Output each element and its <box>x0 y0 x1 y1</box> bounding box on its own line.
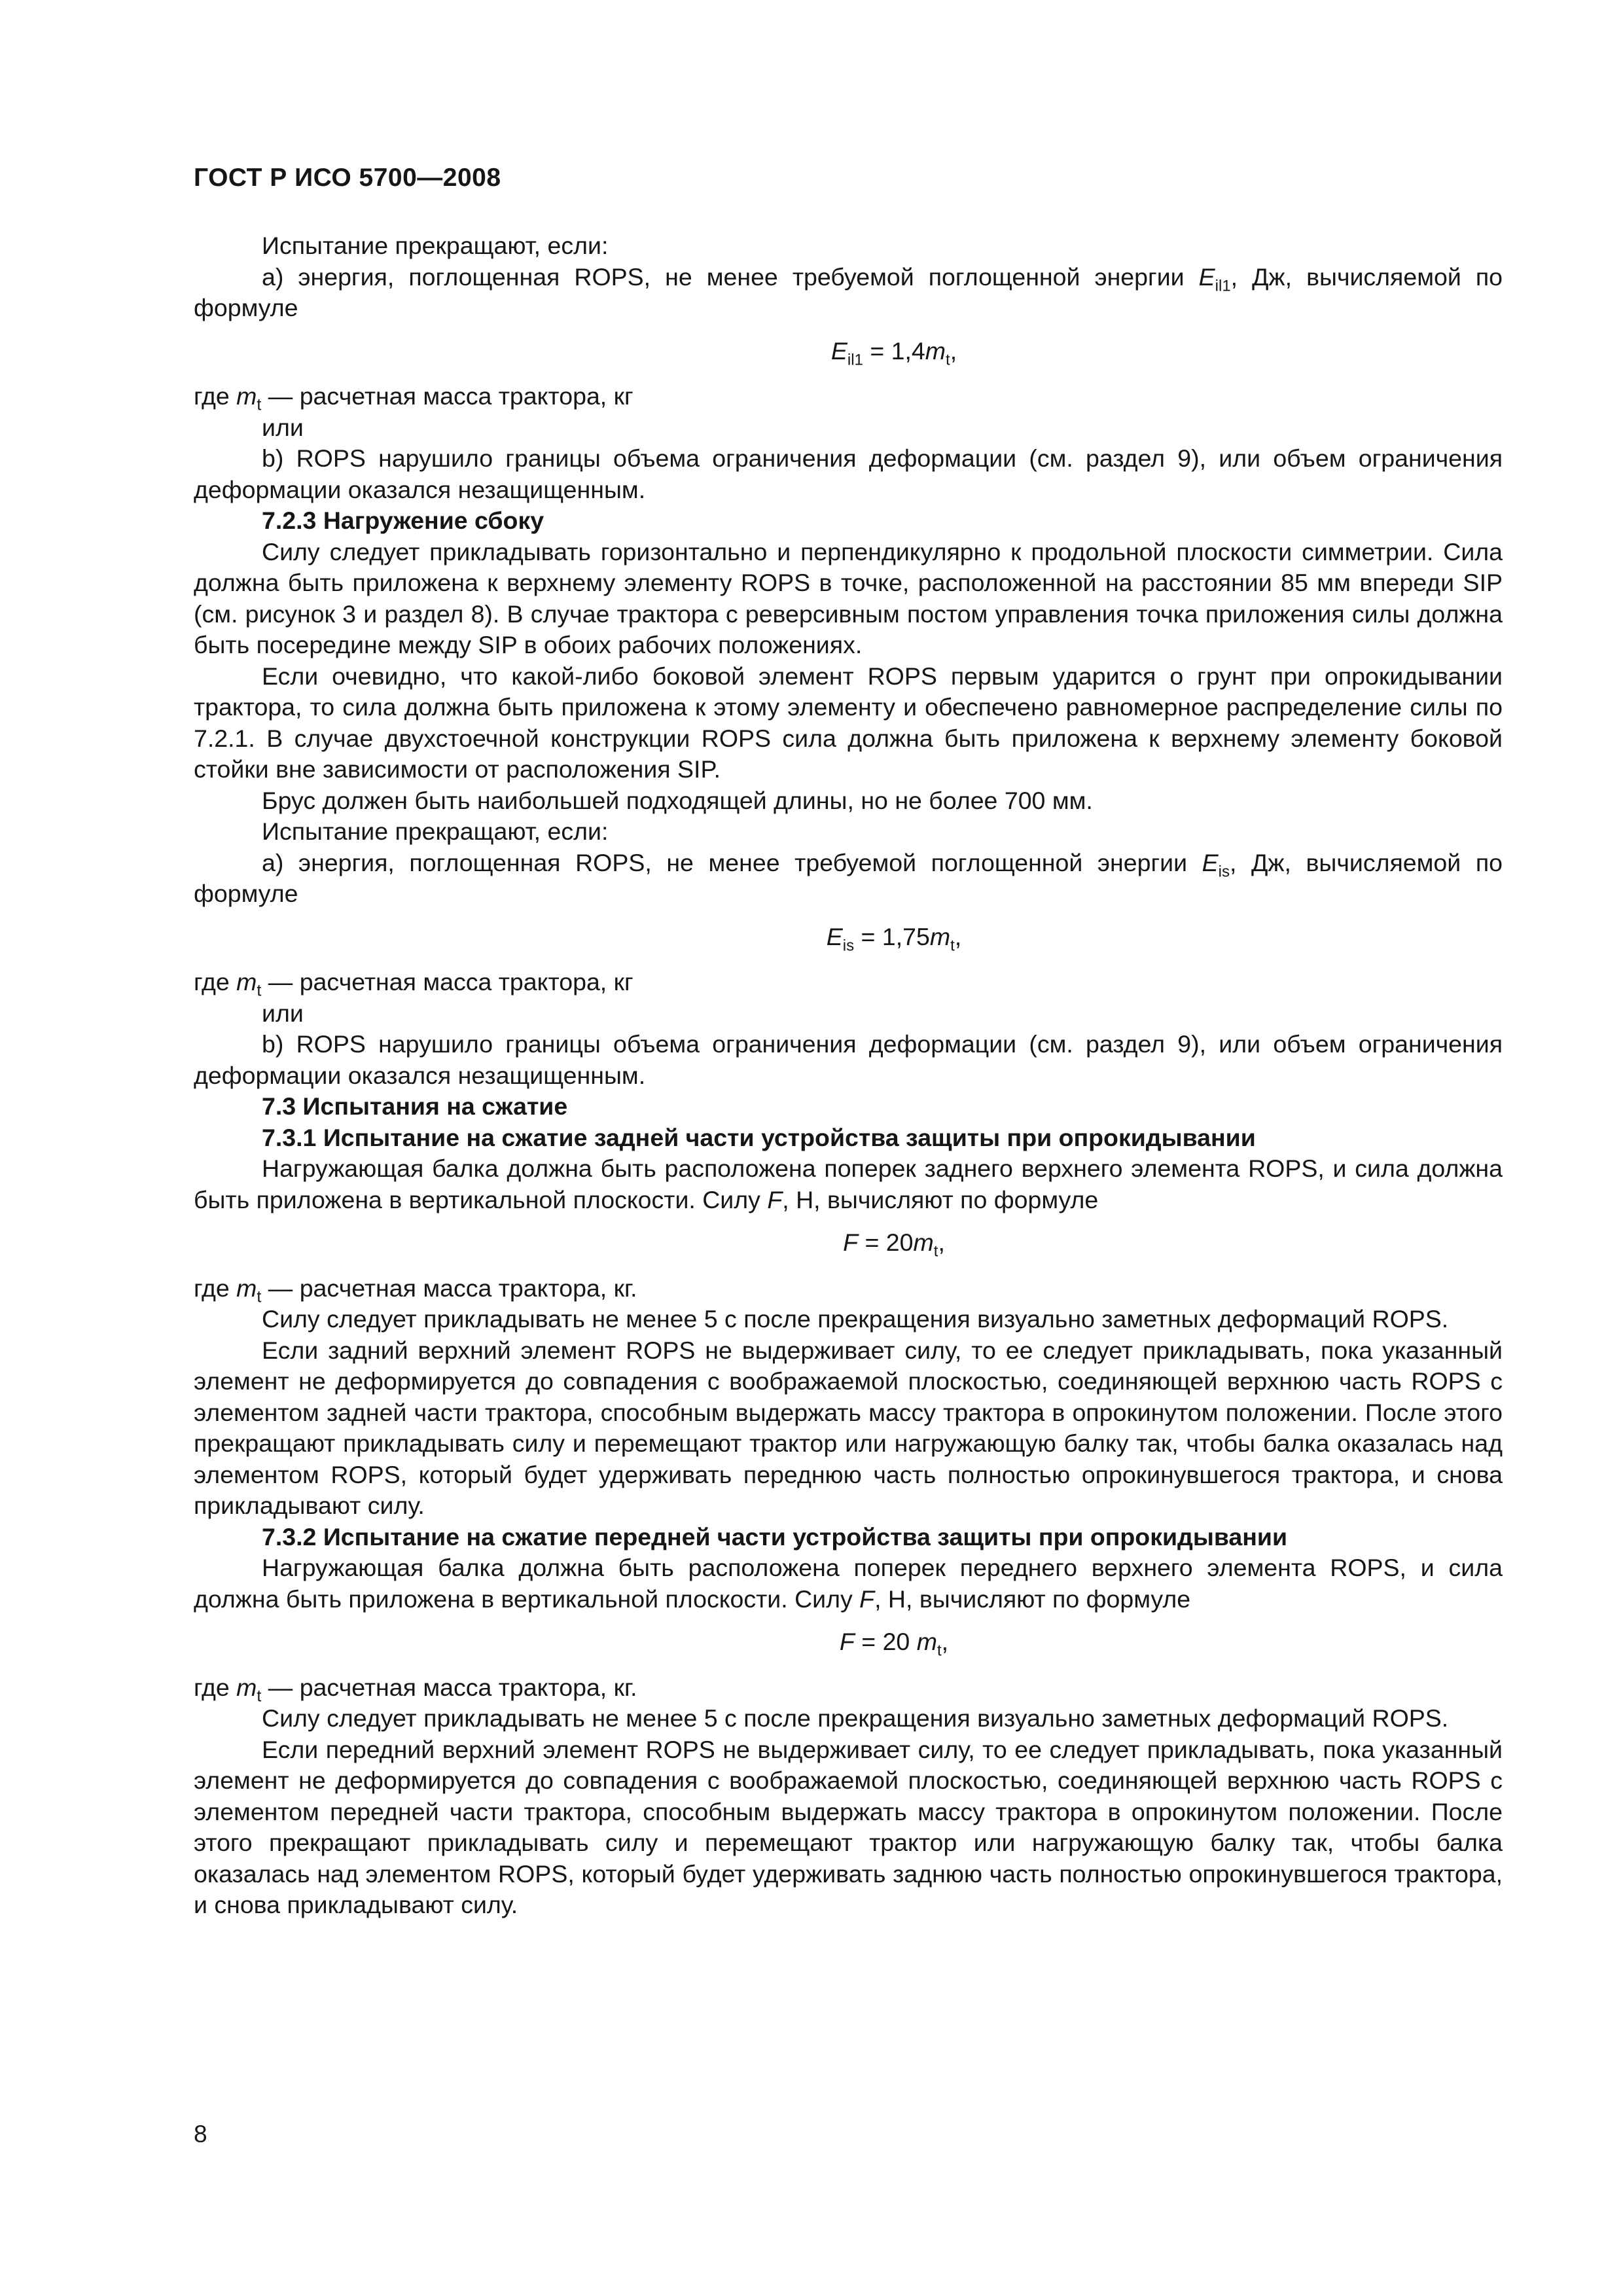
word-or-2: или <box>262 999 304 1027</box>
paragraph-side-load-2: Если очевидно, что какой-либо боковой элемент ROPS первым ударится о грунт при опрокидывании трактора, то сила должна быть приложена к этому элементу и обеспечено равномерное распределение силы по 7.2.1. В случае двухстоечной конструкции ROPS сила должна быть приложена к верхнему элементу боковой стойки вне зависимости от расположения SIP. <box>194 662 1503 783</box>
formula-force-rear: $F = 20m_t$, <box>843 1229 945 1261</box>
formula-where-2: где $m_t$ — расчетная масса трактора, кг <box>194 968 633 1000</box>
paragraph-stop-condition-2: Испытание прекращают, если: <box>262 817 609 845</box>
paragraph-front-deform: Если передний верхний элемент ROPS не выдерживает силу, то ее следует прикладывать, пока указанный элемент не деформируется до совпадения с воображаемой плоскостью, соединяющей верхнюю часть ROPS с элементом передней части трактора, способным выдержать массу трактора в опрокинутом положении. После этого прекращают прикладывать силу и перемещают трактор или нагружающую балку так, чтобы балка оказалась над элементом ROPS, который будет удерживать заднюю часть полностью опрокинувшегося трактора, и снова прикладывают силу. <box>194 1735 1503 1918</box>
paragraph-front-beam: Нагружающая балка должна быть расположена поперек переднего верхнего элемента ROPS, и сила должна быть приложена в вертикальной плоскости. Силу F, Н, вычисляют по формуле <box>194 1554 1503 1613</box>
paragraph-rear-beam: Нагружающая балка должна быть расположена поперек заднего верхнего элемента ROPS, и сила должна быть приложена в вертикальной плоскости. Силу F, Н, вычисляют по формуле <box>194 1155 1503 1213</box>
formula-where-1: где $m_t$ — расчетная масса трактора, кг <box>194 382 633 414</box>
paragraph-front-time: Силу следует прикладывать не менее 5 с после прекращения визуально заметных деформаций ROPS. <box>262 1704 1449 1732</box>
section-heading-7-3: 7.3 Испытания на сжатие <box>262 1092 568 1120</box>
formula-energy-is: $E_{is} = 1,75m_t$, <box>826 922 962 954</box>
section-heading-7-3-2: 7.3.2 Испытание на сжатие передней части устройства защиты при опрокидывании <box>262 1522 1288 1551</box>
word-or-1: или <box>262 413 304 441</box>
formula-energy-il1: $E_{il1} = 1,4m_t$, <box>830 336 957 368</box>
paragraph-condition-b-1: b) ROPS нарушило границы объема ограничения деформации (см. раздел 9), или объем ограничения деформации оказался незащищенным. <box>194 444 1503 503</box>
formula-force-front: F = 20 $m_t$, <box>839 1628 949 1660</box>
paragraph-condition-b-2: b) ROPS нарушило границы объема ограничения деформации (см. раздел 9), или объем ограничения деформации оказался незащищенным. <box>194 1030 1503 1089</box>
paragraph-stop-condition: Испытание прекращают, если: <box>262 232 609 259</box>
page-content <box>194 230 1503 1921</box>
paragraph-beam-length: Брус должен быть наибольшей подходящей длины, но не более 700 мм. <box>262 786 1093 814</box>
paragraph-side-load-1: Силу следует прикладывать горизонтально и перпендикулярно к продольной плоскости симметрии. Сила должна быть приложена к верхнему элементу ROPS в точке, расположенной на расстоянии 85 мм впереди SIP (см. рисунок 3 и раздел 8). В случае трактора с реверсивным постом управления точка приложения силы должна быть посередине между SIP в обоих рабочих положениях. <box>194 537 1503 658</box>
formula-where-4: где $m_t$ — расчетная масса трактора, кг. <box>194 1673 637 1705</box>
section-heading-7-2-3: 7.2.3 Нагружение сбоку <box>262 507 544 534</box>
paragraph-condition-a: a) энергия, поглощенная ROPS, не менее требуемой поглощенной энергии $E_{il1}$, Дж, вычисляемой по формуле <box>194 262 1503 321</box>
page-number: 8 <box>194 2121 207 2147</box>
formula-where-3: где $m_t$ — расчетная масса трактора, кг. <box>194 1274 637 1306</box>
paragraph-condition-a-2: a) энергия, поглощенная ROPS, не менее требуемой поглощенной энергии $E_{is}$, Дж, вычисляемой по формуле <box>194 848 1503 907</box>
section-heading-7-3-1: 7.3.1 Испытание на сжатие задней части устройства защиты при опрокидывании <box>262 1123 1256 1151</box>
paragraph-rear-deform: Если задний верхний элемент ROPS не выдерживает силу, то ее следует прикладывать, пока указанный элемент не деформируется до совпадения с воображаемой плоскостью, соединяющей верхнюю часть ROPS с элементом задней части трактора, способным выдержать массу трактора в опрокинутом положении. После этого прекращают прикладывать силу и перемещают трактор или нагружающую балку так, чтобы балка оказалась над элементом ROPS, который будет удерживать переднюю часть полностью опрокинувшегося трактора, и снова прикладывают силу. <box>194 1336 1503 1519</box>
standard-header: ГОСТ Р ИСО 5700—2008 <box>194 164 501 192</box>
paragraph-rear-time: Силу следует прикладывать не менее 5 с после прекращения визуально заметных деформаций ROPS. <box>262 1305 1449 1333</box>
